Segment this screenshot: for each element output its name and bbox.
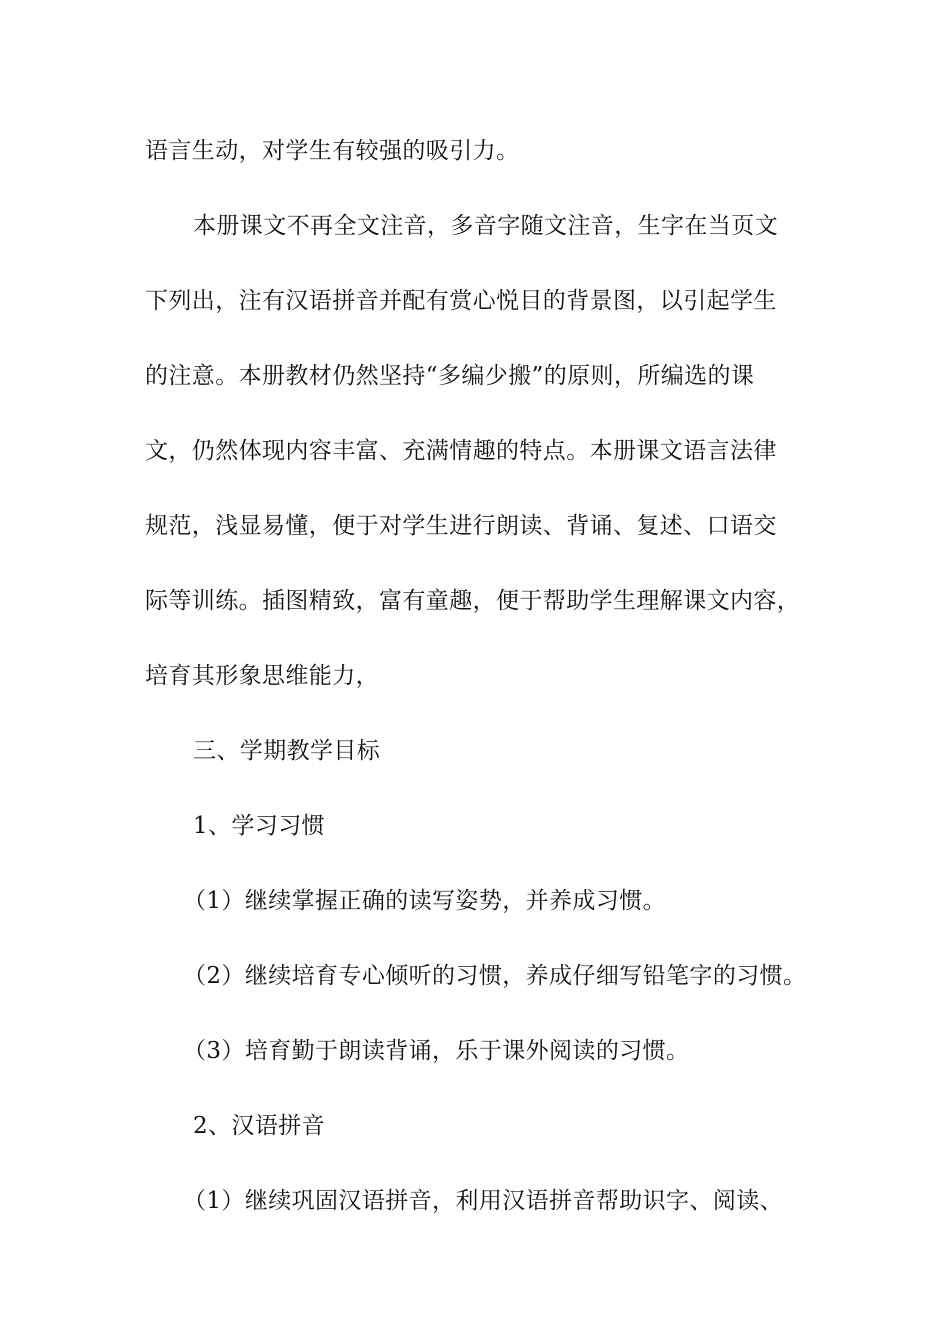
text-line: 语言生动，对学生有较强的吸引力。 bbox=[145, 138, 520, 164]
text-line: 际等训练。插图精致，富有童趣，便于帮助学生理解课文内容， bbox=[145, 588, 801, 614]
list-item: （1）继续掌握正确的读写姿势，并养成习惯。 bbox=[183, 888, 667, 914]
list-item: （1）继续巩固汉语拼音，利用汉语拼音帮助识字、阅读、 bbox=[183, 1188, 784, 1214]
text-line: 培育其形象思维能力， bbox=[145, 663, 379, 689]
text-line: 规范，浅显易懂，便于对学生进行朗读、背诵、复述、口语交 bbox=[145, 513, 777, 539]
text-line: 文，仍然体现内容丰富、充满情趣的特点。本册课文语言法律 bbox=[145, 438, 777, 464]
list-item: （3）培育勤于朗读背诵，乐于课外阅读的习惯。 bbox=[183, 1038, 690, 1064]
text-line: 的注意。本册教材仍然坚持“多编少搬”的原则，所编选的课 bbox=[145, 363, 755, 389]
subsection-heading: 2、汉语拼音 bbox=[193, 1113, 326, 1139]
subsection-heading: 1、学习习惯 bbox=[193, 813, 326, 839]
section-heading: 三、学期教学目标 bbox=[193, 738, 381, 764]
list-item: （2）继续培育专心倾听的习惯，养成仔细写铅笔字的习惯。 bbox=[183, 963, 807, 989]
text-line: 本册课文不再全文注音，多音字随文注音，生字在当页文 bbox=[193, 213, 778, 239]
text-line: 下列出，注有汉语拼音并配有赏心悦目的背景图，以引起学生 bbox=[145, 288, 777, 314]
